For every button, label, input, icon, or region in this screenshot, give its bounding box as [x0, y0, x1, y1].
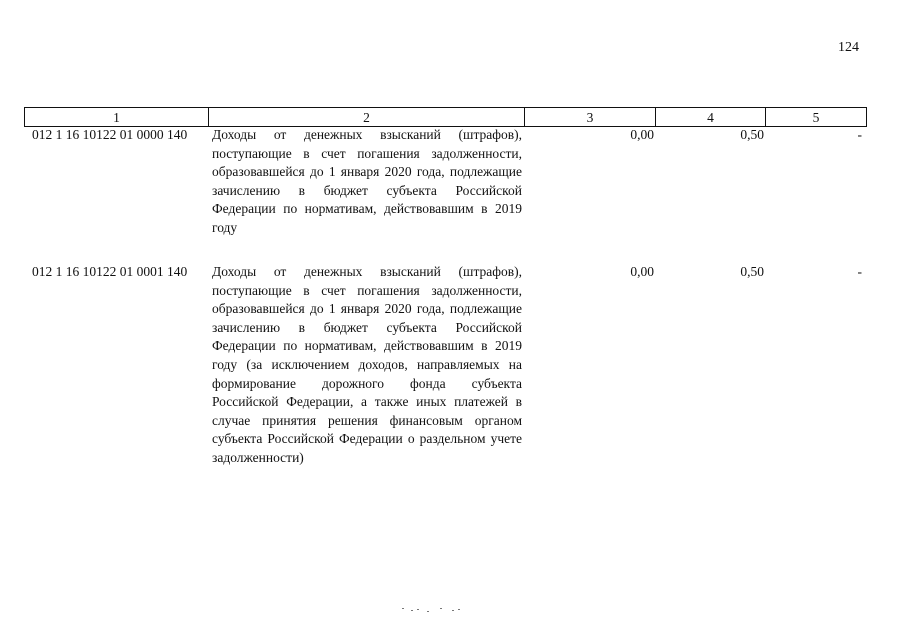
budget-code: 012 1 16 10122 01 0001 140 [32, 264, 188, 279]
income-description: Доходы от денежных взысканий (штрафов), поступающие в счет погашения задолженности, образовавшейся до 1 января 2020 года, подлежащие зачислению в бюджет субъекта Российской Федерации по нормативам, действовавшим в 2019 году [212, 127, 522, 235]
budget-code: 012 1 16 10122 01 0000 140 [32, 127, 188, 142]
header-col-2: 2 [209, 108, 525, 127]
value-col-4: 0,50 [740, 264, 764, 279]
table-header [24, 107, 867, 127]
scan-specks [402, 606, 462, 614]
value-col-3: 0,00 [630, 264, 654, 279]
income-description: Доходы от денежных взысканий (штрафов), поступающие в счет погашения задолженности, образовавшейся до 1 января 2020 года, подлежащие зачислению в бюджет субъекта Российской Федерации по нормативам, действовавшим в 2019 году (за исключением доходов, направляемых на формирование дорожного фонда субъекта Российской Федерации, а также иных платежей в случае принятия решения финансовым органом субъекта Российской Федерации о раздельном учете задолженности) [212, 264, 522, 465]
page-number: 124 [838, 40, 859, 55]
header-row [25, 108, 867, 127]
header-col-1: 1 [25, 108, 209, 127]
header-col-3: 3 [525, 108, 656, 127]
header-col-4: 4 [656, 108, 766, 127]
value-col-3: 0,00 [630, 127, 654, 142]
value-col-4: 0,50 [740, 127, 764, 142]
value-col-5: - [857, 264, 862, 279]
header-col-5: 5 [766, 108, 867, 127]
value-col-5: - [857, 127, 862, 142]
